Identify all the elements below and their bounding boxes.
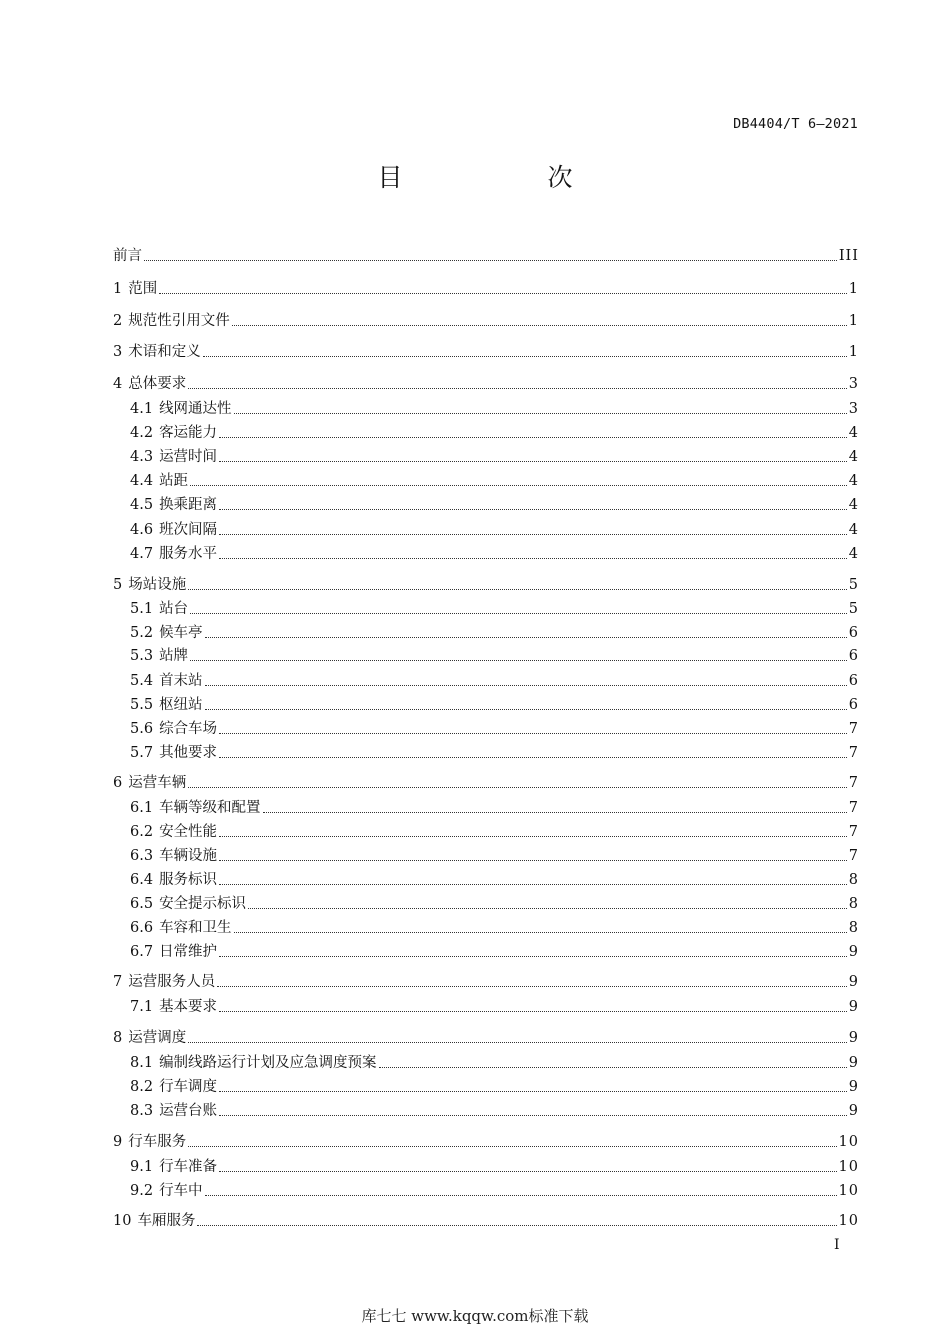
toc-entry[interactable]	[113, 311, 859, 331]
toc-entry-number: 5.3	[130, 648, 154, 664]
toc-entry-label	[130, 743, 217, 763]
toc-entry-title: 车辆设施	[159, 848, 218, 864]
toc-entry-label	[113, 374, 186, 394]
toc-entry-number: 4.3	[130, 449, 154, 465]
toc-entry[interactable]	[130, 623, 859, 643]
toc-entry-label	[130, 471, 188, 491]
toc-entry-page: 9	[848, 999, 859, 1015]
toc-entry-label	[130, 719, 217, 739]
toc-entry-label	[130, 846, 217, 866]
toc-entry-page: 4	[848, 425, 859, 441]
toc-entry-title: 运营服务人员	[128, 974, 216, 990]
toc-entry[interactable]	[130, 1053, 859, 1073]
toc-entry-title: 安全性能	[159, 824, 218, 840]
toc-dot-leader	[205, 637, 847, 638]
toc-dot-leader	[219, 757, 847, 758]
toc-entry-page: 8	[848, 872, 859, 888]
toc-entry-title: 客运能力	[159, 425, 218, 441]
toc-entry-label	[130, 1157, 217, 1177]
toc-entry-label	[130, 1077, 217, 1097]
toc-entry-title: 首末站	[159, 673, 203, 689]
toc-entry-page: 7	[848, 775, 859, 791]
toc-dot-leader	[144, 260, 837, 261]
toc-entry-title: 服务水平	[159, 546, 218, 562]
toc-entry-page: 6	[848, 648, 859, 664]
footer-watermark: 库七七 www.kqqw.com标准下载	[361, 1307, 589, 1325]
toc-entry[interactable]	[130, 599, 859, 619]
toc-entry-number: 6.6	[130, 920, 154, 936]
toc-entry-title: 运营台账	[159, 1103, 218, 1119]
toc-entry[interactable]	[130, 646, 859, 666]
toc-entry[interactable]	[130, 695, 859, 715]
toc-dot-leader	[219, 860, 847, 861]
toc-entry-title: 服务标识	[159, 872, 218, 888]
toc-entry-page: 5	[848, 577, 859, 593]
toc-entry[interactable]	[130, 743, 859, 763]
toc-dot-leader	[205, 685, 847, 686]
toc-dot-leader	[234, 932, 847, 933]
toc-entry-number: 5.1	[130, 601, 154, 617]
toc-entry[interactable]	[130, 671, 859, 691]
toc-dot-leader	[188, 1146, 836, 1147]
toc-entry-title: 线网通达性	[159, 401, 232, 417]
toc-entry-title: 编制线路运行计划及应急调度预案	[159, 1055, 377, 1071]
toc-entry-label	[130, 646, 188, 666]
toc-entry-page: 3	[848, 401, 859, 417]
toc-entry-label	[130, 399, 232, 419]
toc-entry[interactable]	[113, 342, 859, 362]
toc-entry-page: 7	[848, 745, 859, 761]
toc-entry-page: 6	[848, 625, 859, 641]
toc-entry-number: 8	[113, 1030, 123, 1046]
toc-entry-number: 6	[113, 775, 123, 791]
toc-entry-page: 4	[848, 522, 859, 538]
toc-entry-title: 其他要求	[159, 745, 218, 761]
toc-dot-leader	[205, 709, 847, 710]
toc-entry-label	[113, 575, 186, 595]
toc-entry-page: 9	[848, 1103, 859, 1119]
toc-entry-title: 行车服务	[128, 1134, 187, 1150]
toc-entry[interactable]	[130, 520, 859, 540]
toc-entry-page: 4	[848, 497, 859, 513]
toc-dot-leader	[197, 1225, 836, 1226]
toc-entry-title: 行车准备	[159, 1159, 218, 1175]
toc-entry-page: 7	[848, 800, 859, 816]
toc-entry[interactable]	[130, 997, 859, 1017]
toc-dot-leader	[159, 293, 847, 294]
toc-dot-leader	[248, 908, 847, 909]
toc-entry[interactable]	[130, 1101, 859, 1121]
toc-dot-leader	[263, 812, 847, 813]
toc-entry[interactable]	[130, 894, 859, 914]
toc-entry-title: 行车中	[159, 1183, 203, 1199]
toc-entry-title: 班次间隔	[159, 522, 218, 538]
toc-entry[interactable]	[130, 918, 859, 938]
toc-entry-number: 4.5	[130, 497, 154, 513]
toc-dot-leader	[188, 589, 847, 590]
toc-entry-page: 4	[848, 449, 859, 465]
toc-entry[interactable]	[113, 773, 859, 793]
toc-entry-label	[113, 1132, 186, 1152]
toc-dot-leader	[219, 558, 847, 559]
toc-entry-label	[130, 695, 203, 715]
toc-entry-page: 10	[838, 1159, 859, 1175]
toc-dot-leader	[217, 986, 847, 987]
toc-dot-leader	[219, 884, 847, 885]
toc-entry[interactable]	[130, 1077, 859, 1097]
toc-entry[interactable]	[130, 399, 859, 419]
toc-entry[interactable]	[130, 1157, 859, 1177]
toc-entry-label	[130, 894, 246, 914]
toc-entry-page: III	[838, 248, 859, 264]
toc-entry-page: 4	[848, 546, 859, 562]
toc-entry-label	[130, 599, 188, 619]
toc-dot-leader	[219, 509, 847, 510]
toc-entry-number: 5.5	[130, 697, 154, 713]
toc-dot-leader	[219, 1115, 847, 1116]
toc-entry-label	[130, 822, 217, 842]
toc-entry-number: 4.1	[130, 401, 154, 417]
toc-entry-page: 1	[848, 344, 859, 360]
toc-entry-title: 站牌	[159, 648, 189, 664]
toc-entry[interactable]	[130, 1181, 859, 1201]
toc-dot-leader	[219, 1171, 836, 1172]
toc-entry-number: 8.3	[130, 1103, 154, 1119]
toc-entry-title: 范围	[128, 281, 158, 297]
toc-entry-page: 9	[848, 974, 859, 990]
toc-entry-title: 术语和定义	[128, 344, 201, 360]
toc-dot-leader	[190, 660, 847, 661]
toc-entry-number: 7	[113, 974, 123, 990]
toc-entry-number: 9.1	[130, 1159, 154, 1175]
toc-entry-label	[113, 1211, 195, 1231]
toc-entry[interactable]	[113, 279, 859, 299]
toc-entry-label	[130, 495, 217, 515]
toc-entry-page: 4	[848, 473, 859, 489]
toc-entry-title: 枢纽站	[159, 697, 203, 713]
toc-entry-label	[130, 870, 217, 890]
toc-dot-leader	[190, 485, 847, 486]
toc-entry-page: 8	[848, 896, 859, 912]
toc-entry-number: 4	[113, 376, 123, 392]
toc-entry[interactable]	[130, 870, 859, 890]
toc-entry[interactable]	[130, 942, 859, 962]
toc-entry-title: 车厢服务	[137, 1213, 196, 1229]
toc-entry-page: 9	[848, 1055, 859, 1071]
toc-entry-page: 8	[848, 920, 859, 936]
toc-entry-title: 行车调度	[159, 1079, 218, 1095]
toc-dot-leader	[232, 325, 847, 326]
toc-entry-label	[113, 279, 157, 299]
toc-entry-number: 6.3	[130, 848, 154, 864]
toc-entry-page: 1	[848, 281, 859, 297]
toc-dot-leader	[234, 413, 847, 414]
toc-entry-title: 运营车辆	[128, 775, 187, 791]
toc-entry-label	[113, 246, 142, 266]
toc-entry-title: 站距	[159, 473, 189, 489]
toc-dot-leader	[219, 534, 847, 535]
toc-entry[interactable]	[113, 374, 859, 394]
toc-entry[interactable]	[130, 495, 859, 515]
toc-dot-leader	[188, 388, 847, 389]
toc-entry[interactable]	[113, 575, 859, 595]
toc-entry-label	[130, 1181, 203, 1201]
toc-entry-number: 3	[113, 344, 123, 360]
toc-entry-label	[113, 773, 186, 793]
toc-entry[interactable]	[113, 1132, 859, 1152]
toc-entry-title: 候车亭	[159, 625, 203, 641]
toc-entry-label	[130, 1101, 217, 1121]
toc-dot-leader	[219, 1091, 847, 1092]
toc-entry[interactable]	[130, 822, 859, 842]
toc-entry-page: 7	[848, 824, 859, 840]
toc-entry-page: 9	[848, 1079, 859, 1095]
toc-entry[interactable]	[113, 246, 859, 266]
toc-entry-number: 1	[113, 281, 123, 297]
toc-dot-leader	[219, 1011, 847, 1012]
toc-entry-title: 日常维护	[159, 944, 218, 960]
toc-entry-number: 5.4	[130, 673, 154, 689]
toc-entry-number: 9.2	[130, 1183, 154, 1199]
toc-entry-title: 总体要求	[128, 376, 187, 392]
toc-entry-number: 4.7	[130, 546, 154, 562]
toc-entry-number: 8.1	[130, 1055, 154, 1071]
toc-entry[interactable]	[130, 423, 859, 443]
toc-entry-number: 4.4	[130, 473, 154, 489]
toc-entry-label	[130, 544, 217, 564]
toc-entry-label	[130, 623, 203, 643]
toc-entry-label	[113, 1028, 186, 1048]
toc-entry-number: 8.2	[130, 1079, 154, 1095]
toc-entry-page: 10	[838, 1213, 859, 1229]
toc-entry-title: 站台	[159, 601, 189, 617]
toc-dot-leader	[203, 356, 847, 357]
toc-entry-page: 3	[848, 376, 859, 392]
toc-entry-number: 6.7	[130, 944, 154, 960]
toc-entry-title: 规范性引用文件	[128, 313, 230, 329]
toc-entry-number: 6.4	[130, 872, 154, 888]
toc-entry-label	[130, 798, 261, 818]
toc-entry-number: 2	[113, 313, 123, 329]
toc-entry-number: 4.2	[130, 425, 154, 441]
toc-entry-title: 基本要求	[159, 999, 218, 1015]
toc-entry-number: 6.5	[130, 896, 154, 912]
toc-entry-label	[113, 972, 215, 992]
toc-entry-page: 7	[848, 848, 859, 864]
standard-code: DB4404/T 6—2021	[733, 116, 858, 132]
toc-dot-leader	[219, 437, 847, 438]
toc-dot-leader	[188, 787, 847, 788]
toc-dot-leader	[219, 733, 847, 734]
toc-entry[interactable]	[130, 447, 859, 467]
toc-entry[interactable]	[130, 846, 859, 866]
toc-entry-title: 车容和卫生	[159, 920, 232, 936]
toc-entry-title: 安全提示标识	[159, 896, 247, 912]
toc-dot-leader	[219, 461, 847, 462]
toc-entry-label	[130, 671, 203, 691]
toc-entry-title: 场站设施	[128, 577, 187, 593]
toc-entry-label	[113, 311, 230, 331]
toc-entry-label	[130, 423, 217, 443]
toc-entry-page: 10	[838, 1134, 859, 1150]
toc-entry-page: 9	[848, 944, 859, 960]
toc-entry-number: 5	[113, 577, 123, 593]
page-title: 目 次	[377, 163, 633, 192]
toc-entry-number: 5.6	[130, 721, 154, 737]
toc-entry-page: 6	[848, 697, 859, 713]
toc-entry-title: 前言	[113, 248, 142, 264]
toc-entry-label	[130, 997, 217, 1017]
toc-entry-title: 换乘距离	[159, 497, 218, 513]
toc-entry-title: 运营时间	[159, 449, 218, 465]
toc-dot-leader	[188, 1042, 847, 1043]
toc-entry-number: 7.1	[130, 999, 154, 1015]
toc-dot-leader	[205, 1195, 837, 1196]
toc-entry[interactable]	[130, 719, 859, 739]
toc-entry-number: 9	[113, 1134, 123, 1150]
toc-dot-leader	[219, 956, 847, 957]
toc-entry-title: 车辆等级和配置	[159, 800, 261, 816]
toc-entry-page: 9	[848, 1030, 859, 1046]
toc-entry-page: 5	[848, 601, 859, 617]
toc-entry-page: 7	[848, 721, 859, 737]
toc-entry-number: 6.1	[130, 800, 154, 816]
page-number: I	[834, 1237, 840, 1253]
toc-entry[interactable]	[130, 471, 859, 491]
toc-entry[interactable]	[113, 1028, 859, 1048]
toc-entry-title: 运营调度	[128, 1030, 187, 1046]
toc-entry-title: 综合车场	[159, 721, 218, 737]
toc-entry-label	[130, 1053, 377, 1073]
toc-entry[interactable]	[130, 544, 859, 564]
toc-entry-label	[130, 918, 232, 938]
toc-dot-leader	[190, 613, 847, 614]
toc-entry-label	[130, 447, 217, 467]
toc-entry-number: 4.6	[130, 522, 154, 538]
toc-entry-number: 6.2	[130, 824, 154, 840]
toc-entry-page: 1	[848, 313, 859, 329]
toc-entry-page: 6	[848, 673, 859, 689]
toc-entry-label	[130, 942, 217, 962]
toc-entry[interactable]	[130, 798, 859, 818]
toc-entry[interactable]	[113, 972, 859, 992]
toc-entry-page: 10	[838, 1183, 859, 1199]
toc-entry-label	[130, 520, 217, 540]
toc-dot-leader	[219, 836, 847, 837]
toc-entry-number: 5.7	[130, 745, 154, 761]
toc-entry-number: 10	[113, 1213, 132, 1229]
toc-entry-label	[113, 342, 201, 362]
toc-entry[interactable]	[113, 1211, 859, 1231]
toc-dot-leader	[379, 1067, 847, 1068]
toc-entry-number: 5.2	[130, 625, 154, 641]
